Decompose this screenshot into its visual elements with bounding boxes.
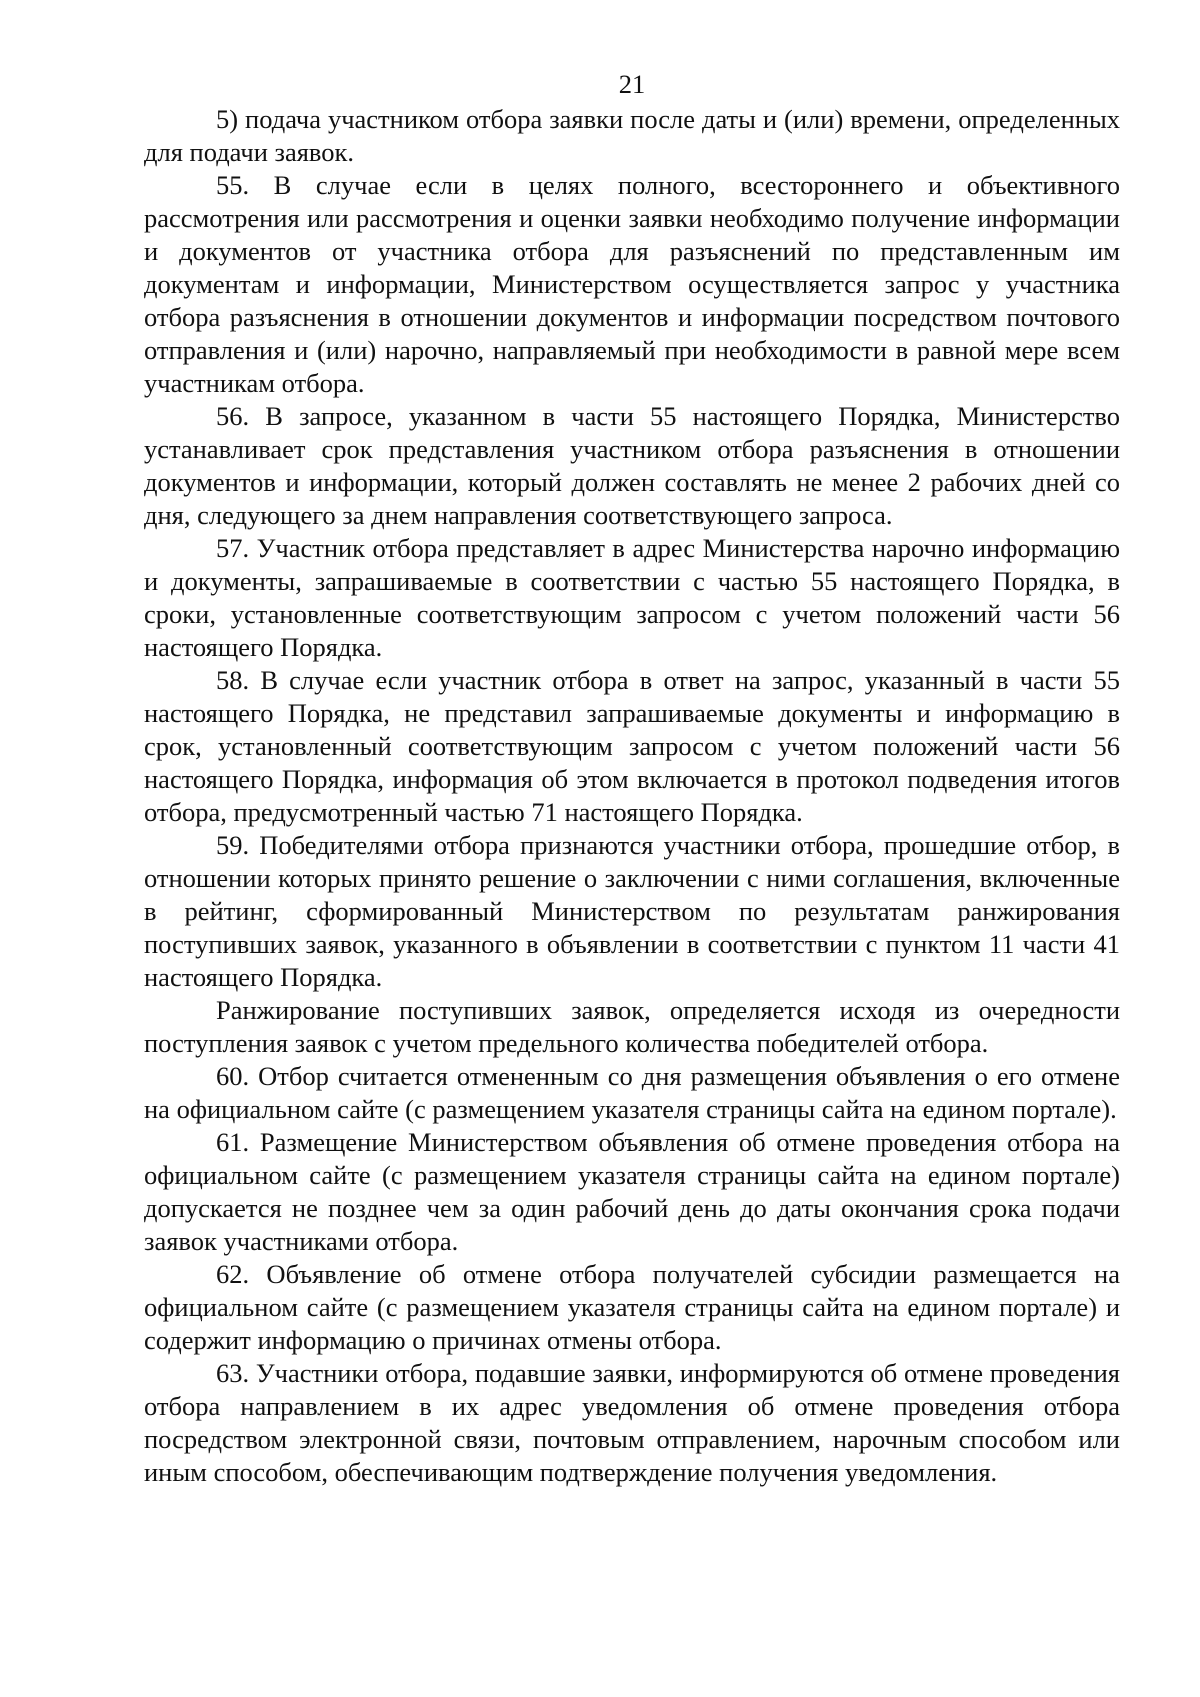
document-page [144, 68, 1120, 1489]
paragraph-62: 62. Объявление об отмене отбора получателей субсидии размещается на официальном сайте (с размещением указателя страницы сайта на едином портале) и содержит информацию о причинах отмены отбора. [144, 1259, 1120, 1355]
paragraph-61: 61. Размещение Министерством объявления об отмене проведения отбора на официальном сайте (с размещением указателя страницы сайта на едином портале) допускается не позднее чем за один рабочий день до даты окончания срока подачи заявок участниками отбора. [144, 1127, 1120, 1256]
paragraph-55: 55. В случае если в целях полного, всестороннего и объективного рассмотрения или рассмотрения и оценки заявки необходимо получение информации и документов от участника отбора для разъяснений по представленным им документам и информации, Министерством осуществляется запрос у участника отбора разъяснения в отношении документов и информации посредством почтового отправления и (или) нарочно, направляемый при необходимости в равной мере всем участникам отбора. [144, 170, 1120, 398]
paragraph-item-5: 5) подача участником отбора заявки после даты и (или) времени, определенных для подачи заявок. [144, 104, 1120, 167]
paragraph-57: 57. Участник отбора представляет в адрес Министерства нарочно информацию и документы, запрашиваемые в соответствии с частью 55 настоящего Порядка, в сроки, установленные соответствующим запросом с учетом положений части 56 настоящего Порядка. [144, 533, 1120, 662]
paragraph-56: 56. В запросе, указанном в части 55 настоящего Порядка, Министерство устанавливает срок представления участником отбора разъяснения в отношении документов и информации, который должен составлять не менее 2 рабочих дней со дня, следующего за днем направления соответствующего запроса. [144, 401, 1120, 530]
paragraph-58: 58. В случае если участник отбора в ответ на запрос, указанный в части 55 настоящего Порядка, не представил запрашиваемые документы и информацию в срок, установленный соответствующим запросом с учетом положений части 56 настоящего Порядка, информация об этом включается в протокол подведения итогов отбора, предусмотренный частью 71 настоящего Порядка. [144, 665, 1120, 827]
paragraph-59: 59. Победителями отбора признаются участники отбора, прошедшие отбор, в отношении которых принято решение о заключении с ними соглашения, включенные в рейтинг, сформированный Министерством по результатам ранжирования поступивших заявок, указанного в объявлении в соответствии с пунктом 11 части 41 настоящего Порядка. [144, 830, 1120, 992]
paragraph-63: 63. Участники отбора, подавшие заявки, информируются об отмене проведения отбора направлением в их адрес уведомления об отмене проведения отбора посредством электронной связи, почтовым отправлением, нарочным способом или иным способом, обеспечивающим подтверждение получения уведомления. [144, 1358, 1120, 1487]
paragraph-60: 60. Отбор считается отмененным со дня размещения объявления о его отмене на официальном сайте (с размещением указателя страницы сайта на едином портале). [144, 1061, 1120, 1124]
paragraph-ranking: Ранжирование поступивших заявок, определяется исходя из очередности поступления заявок с учетом предельного количества победителей отбора. [144, 995, 1120, 1058]
page-number: 21 [618, 69, 646, 99]
